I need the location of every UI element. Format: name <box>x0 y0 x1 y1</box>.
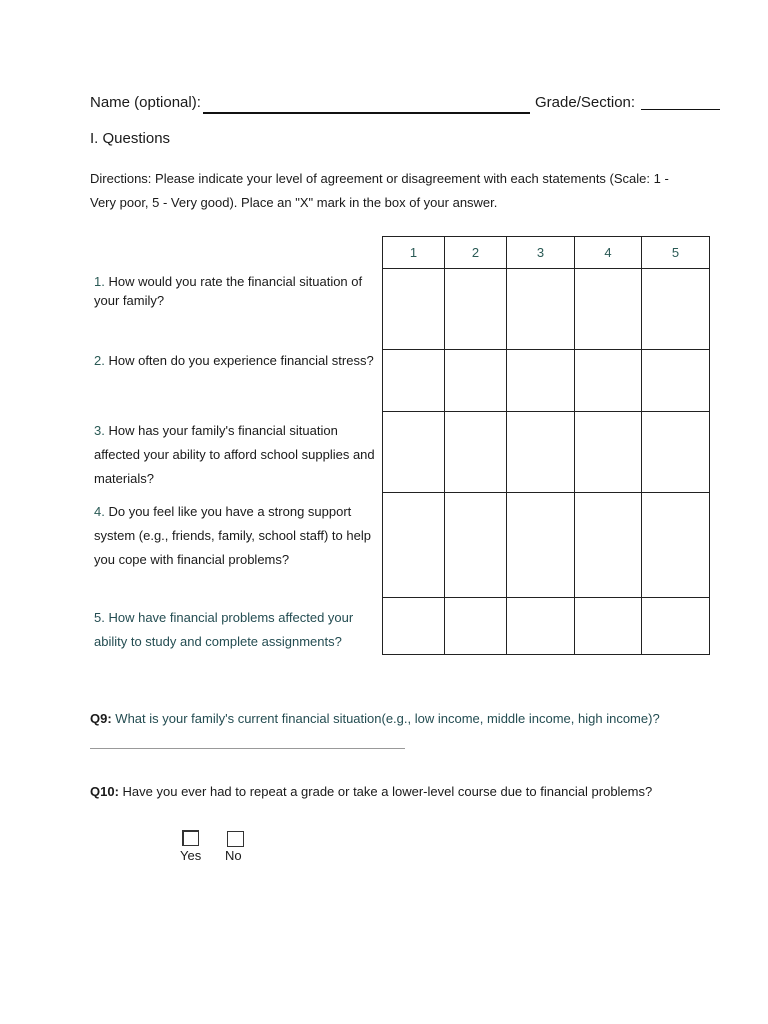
q10-label: Q10: <box>90 784 119 799</box>
q10-text: Have you ever had to repeat a grade or take a lower-level course due to financial problems? <box>122 784 653 799</box>
rating-row-q4 <box>383 493 710 598</box>
question-text: How often do you experience financial stress? <box>108 353 374 368</box>
rating-row-q2 <box>383 350 710 412</box>
question-2 <box>94 349 379 373</box>
question-4 <box>94 500 379 572</box>
question-number: 5. <box>94 610 105 625</box>
rating-cell[interactable] <box>383 350 445 412</box>
q9-label: Q9: <box>90 711 112 726</box>
rating-cell[interactable] <box>507 598 575 655</box>
rating-cell[interactable] <box>642 598 710 655</box>
no-checkbox[interactable] <box>227 831 244 847</box>
rating-cell[interactable] <box>507 412 575 493</box>
scale-header-3: 3 <box>507 237 575 269</box>
q9-question <box>90 711 660 726</box>
question-text: How would you rate the financial situation of <box>108 274 363 289</box>
grade-section-input-line[interactable] <box>641 109 720 110</box>
rating-row-q1 <box>383 269 710 350</box>
scale-header-1: 1 <box>383 237 445 269</box>
question-number: 3. <box>94 423 105 438</box>
rating-cell[interactable] <box>575 493 642 598</box>
q9-text: What is your family's current financial situation(e.g., low income, middle income, high income)? <box>115 711 660 726</box>
question-text: system (e.g., friends, family, school staff) to help <box>94 528 371 543</box>
no-label: No <box>225 848 242 863</box>
question-5 <box>94 606 379 654</box>
question-number: 2. <box>94 353 105 368</box>
question-text: you cope with financial problems? <box>94 552 290 567</box>
rating-row-q5 <box>383 598 710 655</box>
rating-cell[interactable] <box>445 598 507 655</box>
rating-cell[interactable] <box>445 350 507 412</box>
rating-cell[interactable] <box>445 493 507 598</box>
scale-header-2: 2 <box>445 237 507 269</box>
name-label: Name (optional): <box>90 94 201 111</box>
rating-cell[interactable] <box>507 350 575 412</box>
yes-label: Yes <box>180 848 202 863</box>
question-1 <box>94 270 379 313</box>
grade-section-label: Grade/Section: <box>535 94 636 111</box>
question-3 <box>94 419 379 491</box>
q9-answer-line[interactable] <box>90 748 405 749</box>
rating-cell[interactable] <box>383 412 445 493</box>
rating-cell[interactable] <box>642 269 710 350</box>
rating-cell[interactable] <box>383 493 445 598</box>
name-input-line[interactable] <box>203 112 530 114</box>
question-text: affected your ability to afford school supplies and <box>94 447 375 462</box>
rating-cell[interactable] <box>507 493 575 598</box>
scale-header-row <box>383 237 710 269</box>
question-text: materials? <box>94 471 154 486</box>
rating-cell[interactable] <box>642 350 710 412</box>
question-number: 1. <box>94 274 105 289</box>
section-title: I. Questions <box>90 130 171 147</box>
directions-line-1: Directions: Please indicate your level of agreement or disagreement with each statements (Scale: 1 - <box>90 171 669 186</box>
question-text: How have financial problems affected your <box>108 610 354 625</box>
rating-cell[interactable] <box>642 493 710 598</box>
rating-cell[interactable] <box>383 598 445 655</box>
rating-cell[interactable] <box>575 350 642 412</box>
question-text: ability to study and complete assignments? <box>94 634 342 649</box>
scale-header-4: 4 <box>575 237 642 269</box>
scale-header-5: 5 <box>642 237 710 269</box>
rating-row-q3 <box>383 412 710 493</box>
yes-checkbox[interactable] <box>182 830 199 846</box>
question-text: Do you feel like you have a strong support <box>108 504 352 519</box>
rating-cell[interactable] <box>575 598 642 655</box>
question-text: How has your family's financial situation <box>108 423 338 438</box>
rating-cell[interactable] <box>383 269 445 350</box>
question-text: your family? <box>94 293 165 308</box>
rating-cell[interactable] <box>642 412 710 493</box>
rating-cell[interactable] <box>575 269 642 350</box>
directions-line-2: Very poor, 5 - Very good). Place an "X" mark in the box of your answer. <box>90 195 498 210</box>
question-number: 4. <box>94 504 105 519</box>
rating-cell[interactable] <box>445 269 507 350</box>
rating-cell[interactable] <box>507 269 575 350</box>
rating-cell[interactable] <box>575 412 642 493</box>
rating-cell[interactable] <box>445 412 507 493</box>
q10-question <box>90 784 652 799</box>
rating-grid <box>382 236 710 655</box>
